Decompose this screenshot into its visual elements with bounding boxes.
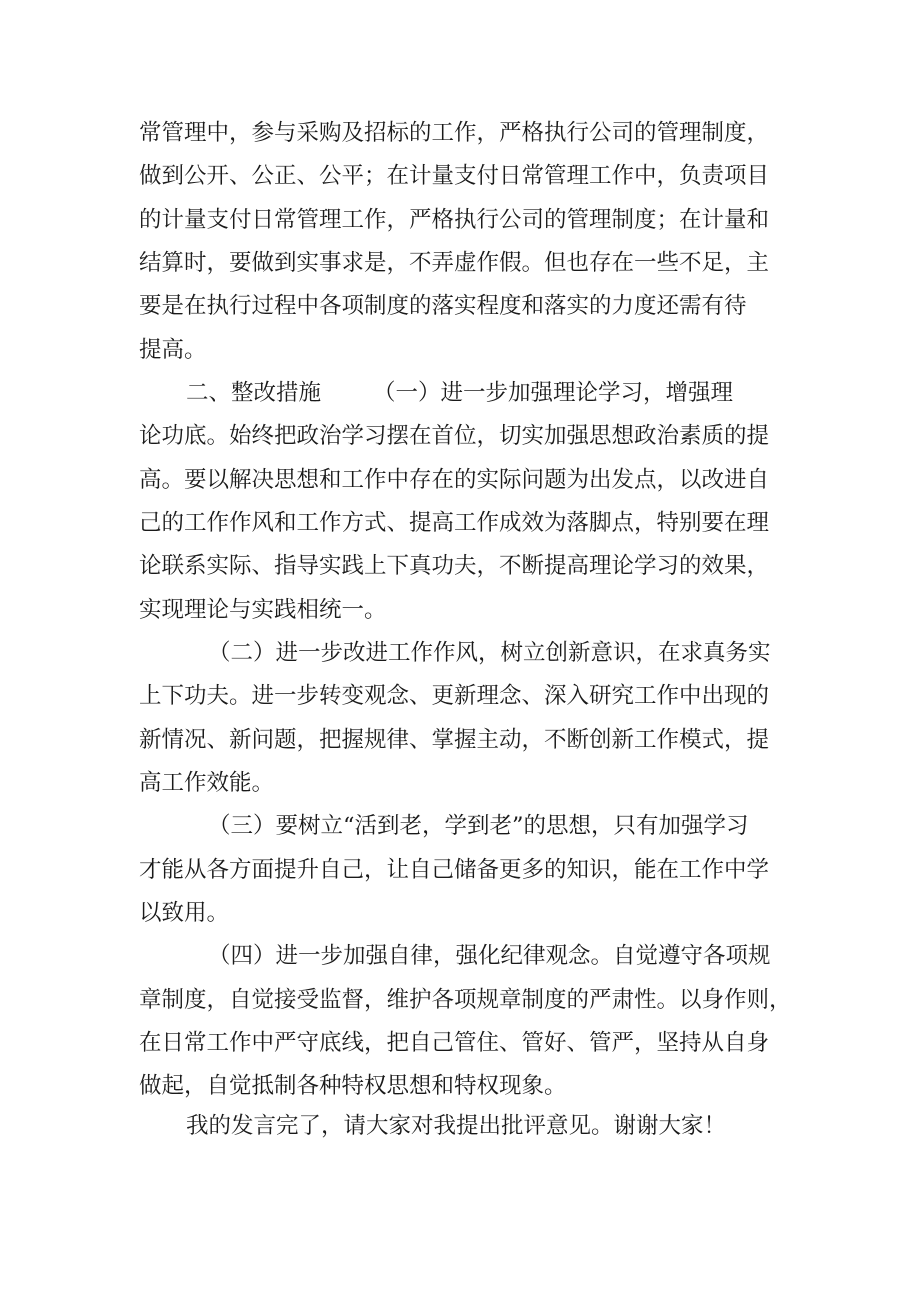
item4-first-line: （四）进一步加强自律，强化纪律观念。自觉遵守各项规 [208,943,771,969]
intro-line-5: 要是在执行过程中各项制度的落实程度和落实的力度还需有待 [139,293,747,319]
section-heading: 二、整改措施 [186,380,322,406]
item1-first-line: （一）进一步加强理论学习，增强理 [373,380,734,406]
item1-line-2: 高。要以解决思想和工作中存在的实际问题为出发点，以改进自 [139,467,770,493]
item1-line-5: 实现理论与实践相统一。 [139,597,387,623]
item3-first-line: （三）要树立“活到老，学到老”的思想，只有加强学习 [208,813,749,839]
intro-line-4: 结算时，要做到实事求是，不弄虚作假。但也存在一些不足，主 [139,250,770,276]
item2-line-1: 上下功夫。进一步转变观念、更新理念、深入研究工作中出现的 [139,683,770,709]
item2-first-line: （二）进一步改进工作作风，树立创新意识，在求真务实 [208,640,771,666]
intro-line-1: 常管理中，参与采购及招标的工作，严格执行公司的管理制度， [139,120,770,146]
item3-line-2: 以致用。 [139,900,230,926]
item2-line-2: 新情况、新问题，把握规律、掌握主动，不断创新工作模式，提 [139,727,770,753]
closing-line: 我的发言完了，请大家对我提出批评意见。谢谢大家！ [186,1113,727,1139]
item2-line-3: 高工作效能。 [139,770,275,796]
section-heading-line [186,378,846,408]
item4-line-3: 做起，自觉抵制各种特权思想和特权现象。 [139,1073,567,1099]
item4-line-1: 章制度，自觉接受监督，维护各项规章制度的严肃性。以身作则， [139,987,792,1013]
intro-line-2: 做到公开、公正、公平；在计量支付日常管理工作中，负责项目 [139,163,770,189]
item4-line-2: 在日常工作中严守底线，把自己管住、管好、管严，坚持从自身 [139,1030,770,1056]
item1-line-1: 论功底。始终把政治学习摆在首位，切实加强思想政治素质的提 [139,423,770,449]
intro-line-3: 的计量支付日常管理工作，严格执行公司的管理制度；在计量和 [139,207,770,233]
item3-line-1: 才能从各方面提升自己，让自己储备更多的知识，能在工作中学 [139,857,770,883]
item1-line-4: 论联系实际、指导实践上下真功夫，不断提高理论学习的效果， [139,553,770,579]
item1-line-3: 己的工作作风和工作方式、提高工作成效为落脚点，特别要在理 [139,510,770,536]
intro-line-6: 提高。 [139,337,207,363]
